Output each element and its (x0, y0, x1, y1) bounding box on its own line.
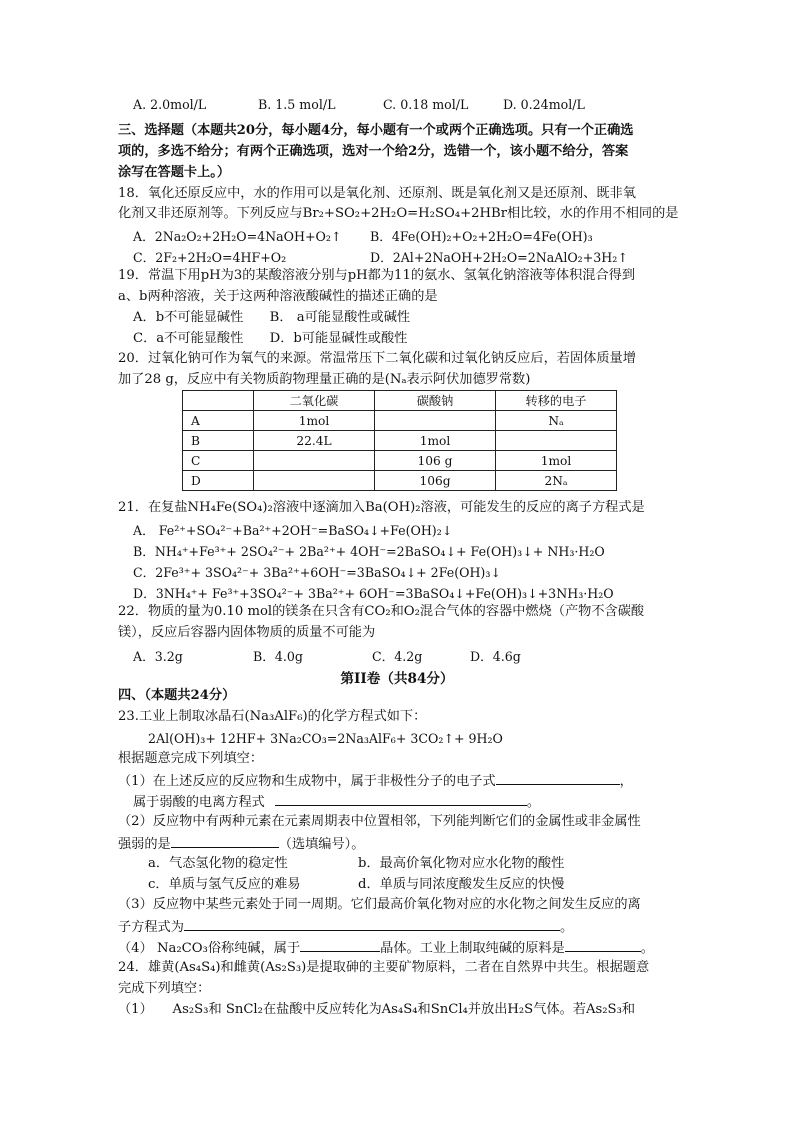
table-cell: B (183, 431, 254, 451)
q22-option-a: A．3.2g (133, 649, 183, 664)
table-cell: 22.4L (254, 431, 375, 451)
table-cell: 1mol (496, 451, 617, 471)
answer-blank[interactable] (300, 938, 380, 952)
q23-option-a: a．气态氢化物的稳定性 (148, 856, 288, 871)
q23-line3: 根据题意完成下列填空： (118, 751, 264, 766)
table-cell: 106 g (375, 451, 496, 471)
q23-part1-text: （1）在上述反应的反应物和生成物中，属于非极性分子的电子式 (118, 774, 496, 789)
q23-part1-line2: 属于弱酸的电离方程式 。 (133, 792, 540, 812)
q23-part3-line2: 子方程式为 。 (118, 917, 573, 937)
table-row (183, 471, 617, 491)
q20-table (182, 390, 617, 491)
table-cell: D (183, 471, 254, 491)
q23-option-c: c．单质与氢气反应的难易 (148, 877, 301, 892)
q18-option-d: D．2Al+2NaOH+2H₂O=2NaAlO₂+3H₂↑ (370, 250, 628, 265)
q21-option-b: B．NH₄⁺+Fe³⁺+ 2SO₄²⁻+ 2Ba²⁺+ 4OH⁻=2BaSO₄↓+ Fe(OH)₃↓+ NH₃·H₂O (133, 544, 605, 559)
q22-line1: 22．物质的量为0.10 mol的镁条在只含有CO₂和O₂混合气体的容器中燃烧（产物不含碳酸 (118, 604, 645, 619)
table-cell (254, 451, 375, 471)
q23-part4-line: （4） Na₂CO₃俗称纯碱，属于 晶体。工业上制取纯碱的原料是 。 (118, 938, 654, 958)
table-header-cell: 碳酸钠 (375, 391, 496, 411)
q23-equation: 2Al(OH)₃+ 12HF+ 3Na₂CO₃=2Na₃AlF₆+ 3CO₂↑+ 9H₂O (148, 731, 503, 746)
q18-option-c: C．2F₂+2H₂O=4HF+O₂ (133, 250, 287, 265)
answer-blank[interactable] (275, 792, 527, 806)
q22-option-d: D．4.6g (470, 649, 521, 664)
q19-options-1: A．b不可能显碱性 B． a可能显酸性或碱性 (133, 310, 411, 325)
q23-part2-tail: （选填编号）。 (278, 837, 365, 852)
table-cell: 1mol (254, 411, 375, 431)
q19-options-2: C．a不可能显酸性 D．b可能显碱性或酸性 (133, 331, 408, 346)
q23-part2-line1: （2）反应物中有两种元素在元素周期表中位置相邻，下列能判断它们的金属性或非金属性 (118, 814, 641, 829)
q23-option-b: b．最高价氧化物对应水化物的酸性 (358, 856, 565, 871)
q23-option-d: d．单质与同浓度酸发生反应的快慢 (358, 877, 565, 892)
q23-part3-line1: （3）反应物中某些元素处于同一周期。它们最高价氧化物对应的水化物之间发生反应的离 (118, 897, 641, 912)
q23-part2-line2 (118, 834, 364, 854)
q24-line2: 完成下列填空： (118, 981, 211, 996)
answer-blank[interactable] (184, 917, 560, 931)
answer-blank[interactable] (496, 771, 620, 785)
q17-option-a: A. 2.0mol/L (133, 97, 207, 112)
table-cell: 2Nₐ (496, 471, 617, 491)
q23-part4-text: （4） Na₂CO₃俗称纯碱，属于 (118, 941, 301, 956)
q21-option-d: D．3NH₄⁺+ Fe³⁺+3SO₄²⁻+ 3Ba²⁺+ 6OH⁻=3BaSO₄↓+Fe(OH)₃↓+3NH₃·H₂O (133, 586, 614, 601)
table-header-row (183, 391, 617, 411)
q19-line1: 19．常温下用pH为3的某酸溶液分别与pH都为11的氨水、氢氧化钠溶液等体积混合得到 (118, 268, 636, 283)
table-header-cell (183, 391, 254, 411)
q17-option-b: B. 1.5 mol/L (258, 97, 336, 112)
table-header-cell: 二氧化碳 (254, 391, 375, 411)
q18-option-b: B．4Fe(OH)₂+O₂+2H₂O=4Fe(OH)₃ (370, 229, 593, 244)
table-row (183, 451, 617, 471)
answer-blank[interactable] (565, 938, 641, 952)
q23-part1-line1: （1）在上述反应的反应物和生成物中，属于非极性分子的电子式 ， (118, 771, 633, 791)
table-row (183, 431, 617, 451)
q23-line1: 23.工业上制取冰晶石(Na₃AlF₆)的化学方程式如下： (118, 709, 427, 724)
q20-line1: 20．过氧化钠可作为氧气的来源。常温常压下二氧化碳和过氧化钠反应后，若固体质量增 (118, 351, 636, 366)
q24-line3: （1） As₂S₃和 SnCl₂在盐酸中反应转化为As₄S₄和SnCl₄并放出H₂S气体。若As₂S₃和 (118, 1002, 636, 1017)
table-cell: 1mol (375, 431, 496, 451)
table-row (183, 411, 617, 431)
table-cell: C (183, 451, 254, 471)
q21-option-a: A． Fe²⁺+SO₄²⁻+Ba²⁺+2OH⁻=BaSO₄↓+Fe(OH)₂↓ (133, 523, 453, 538)
section4-title: 四、（本题共24分） (118, 688, 236, 703)
q23-part2-text: 强弱的是 (118, 837, 171, 852)
section3-line1: 三、选择题（本题共20分，每小题4分，每小题有一个或两个正确选项。只有一个正确选 (118, 123, 634, 138)
q18-option-a: A．2Na₂O₂+2H₂O=4NaOH+O₂↑ (133, 229, 342, 244)
q22-option-b: B．4.0g (253, 649, 303, 664)
section3-line2: 项的，多选不给分；有两个正确选项，选对一个给2分，选错一个，该小题不给分，答案 (118, 144, 629, 159)
part2-title: 第II卷（共84分） (340, 671, 454, 687)
q21-line1: 21．在复盐NH₄Fe(SO₄)₂溶液中逐滴加入Ba(OH)₂溶液，可能发生的反应的离子方程式是 (118, 500, 645, 515)
answer-blank[interactable] (171, 834, 279, 848)
table-cell (496, 431, 617, 451)
table-cell: A (183, 411, 254, 431)
q18-line1: 18．氧化还原反应中，水的作用可以是氧化剂、还原剂、既是氧化剂又是还原剂、既非氧 (118, 186, 636, 201)
q20-line2: 加了28 g，反应中有关物质韵物理量正确的是(Nₐ表示阿伏加德罗常数) (118, 372, 531, 387)
q22-option-c: C．4.2g (372, 649, 423, 664)
q19-line2: a、b两种溶液，关于这两种溶液酸碱性的描述正确的是 (118, 289, 438, 304)
table-cell: Nₐ (496, 411, 617, 431)
table-cell: 106g (375, 471, 496, 491)
q23-part1-text2: 属于弱酸的电离方程式 (133, 795, 265, 810)
q18-line2: 化剂又非还原剂等。下列反应与Br₂+SO₂+2H₂O=H₂SO₄+2HBr相比较，水的作用不相同的是 (118, 206, 679, 221)
section3-line3: 涂写在答题卡上。） (118, 165, 231, 180)
q21-option-c: C．2Fe³⁺+ 3SO₄²⁻+ 3Ba²⁺+6OH⁻=3BaSO₄↓+ 2Fe(OH)₃↓ (133, 565, 501, 580)
q24-line1: 24．雄黄(As₄S₄)和雌黄(As₂S₃)是提取砷的主要矿物原料，二者在自然界中共生。根据题意 (118, 960, 650, 975)
table-cell (254, 471, 375, 491)
q17-option-d: D. 0.24mol/L (503, 97, 585, 112)
q17-option-c: C. 0.18 mol/L (383, 97, 469, 112)
q23-part4-text2: 晶体。工业上制取纯碱的原料是 (380, 941, 565, 956)
q23-part3-text: 子方程式为 (118, 920, 184, 935)
table-cell (375, 411, 496, 431)
table-header-cell: 转移的电子 (496, 391, 617, 411)
q22-line2: 镁），反应后容器内固体物质的质量不可能为 (118, 625, 376, 640)
